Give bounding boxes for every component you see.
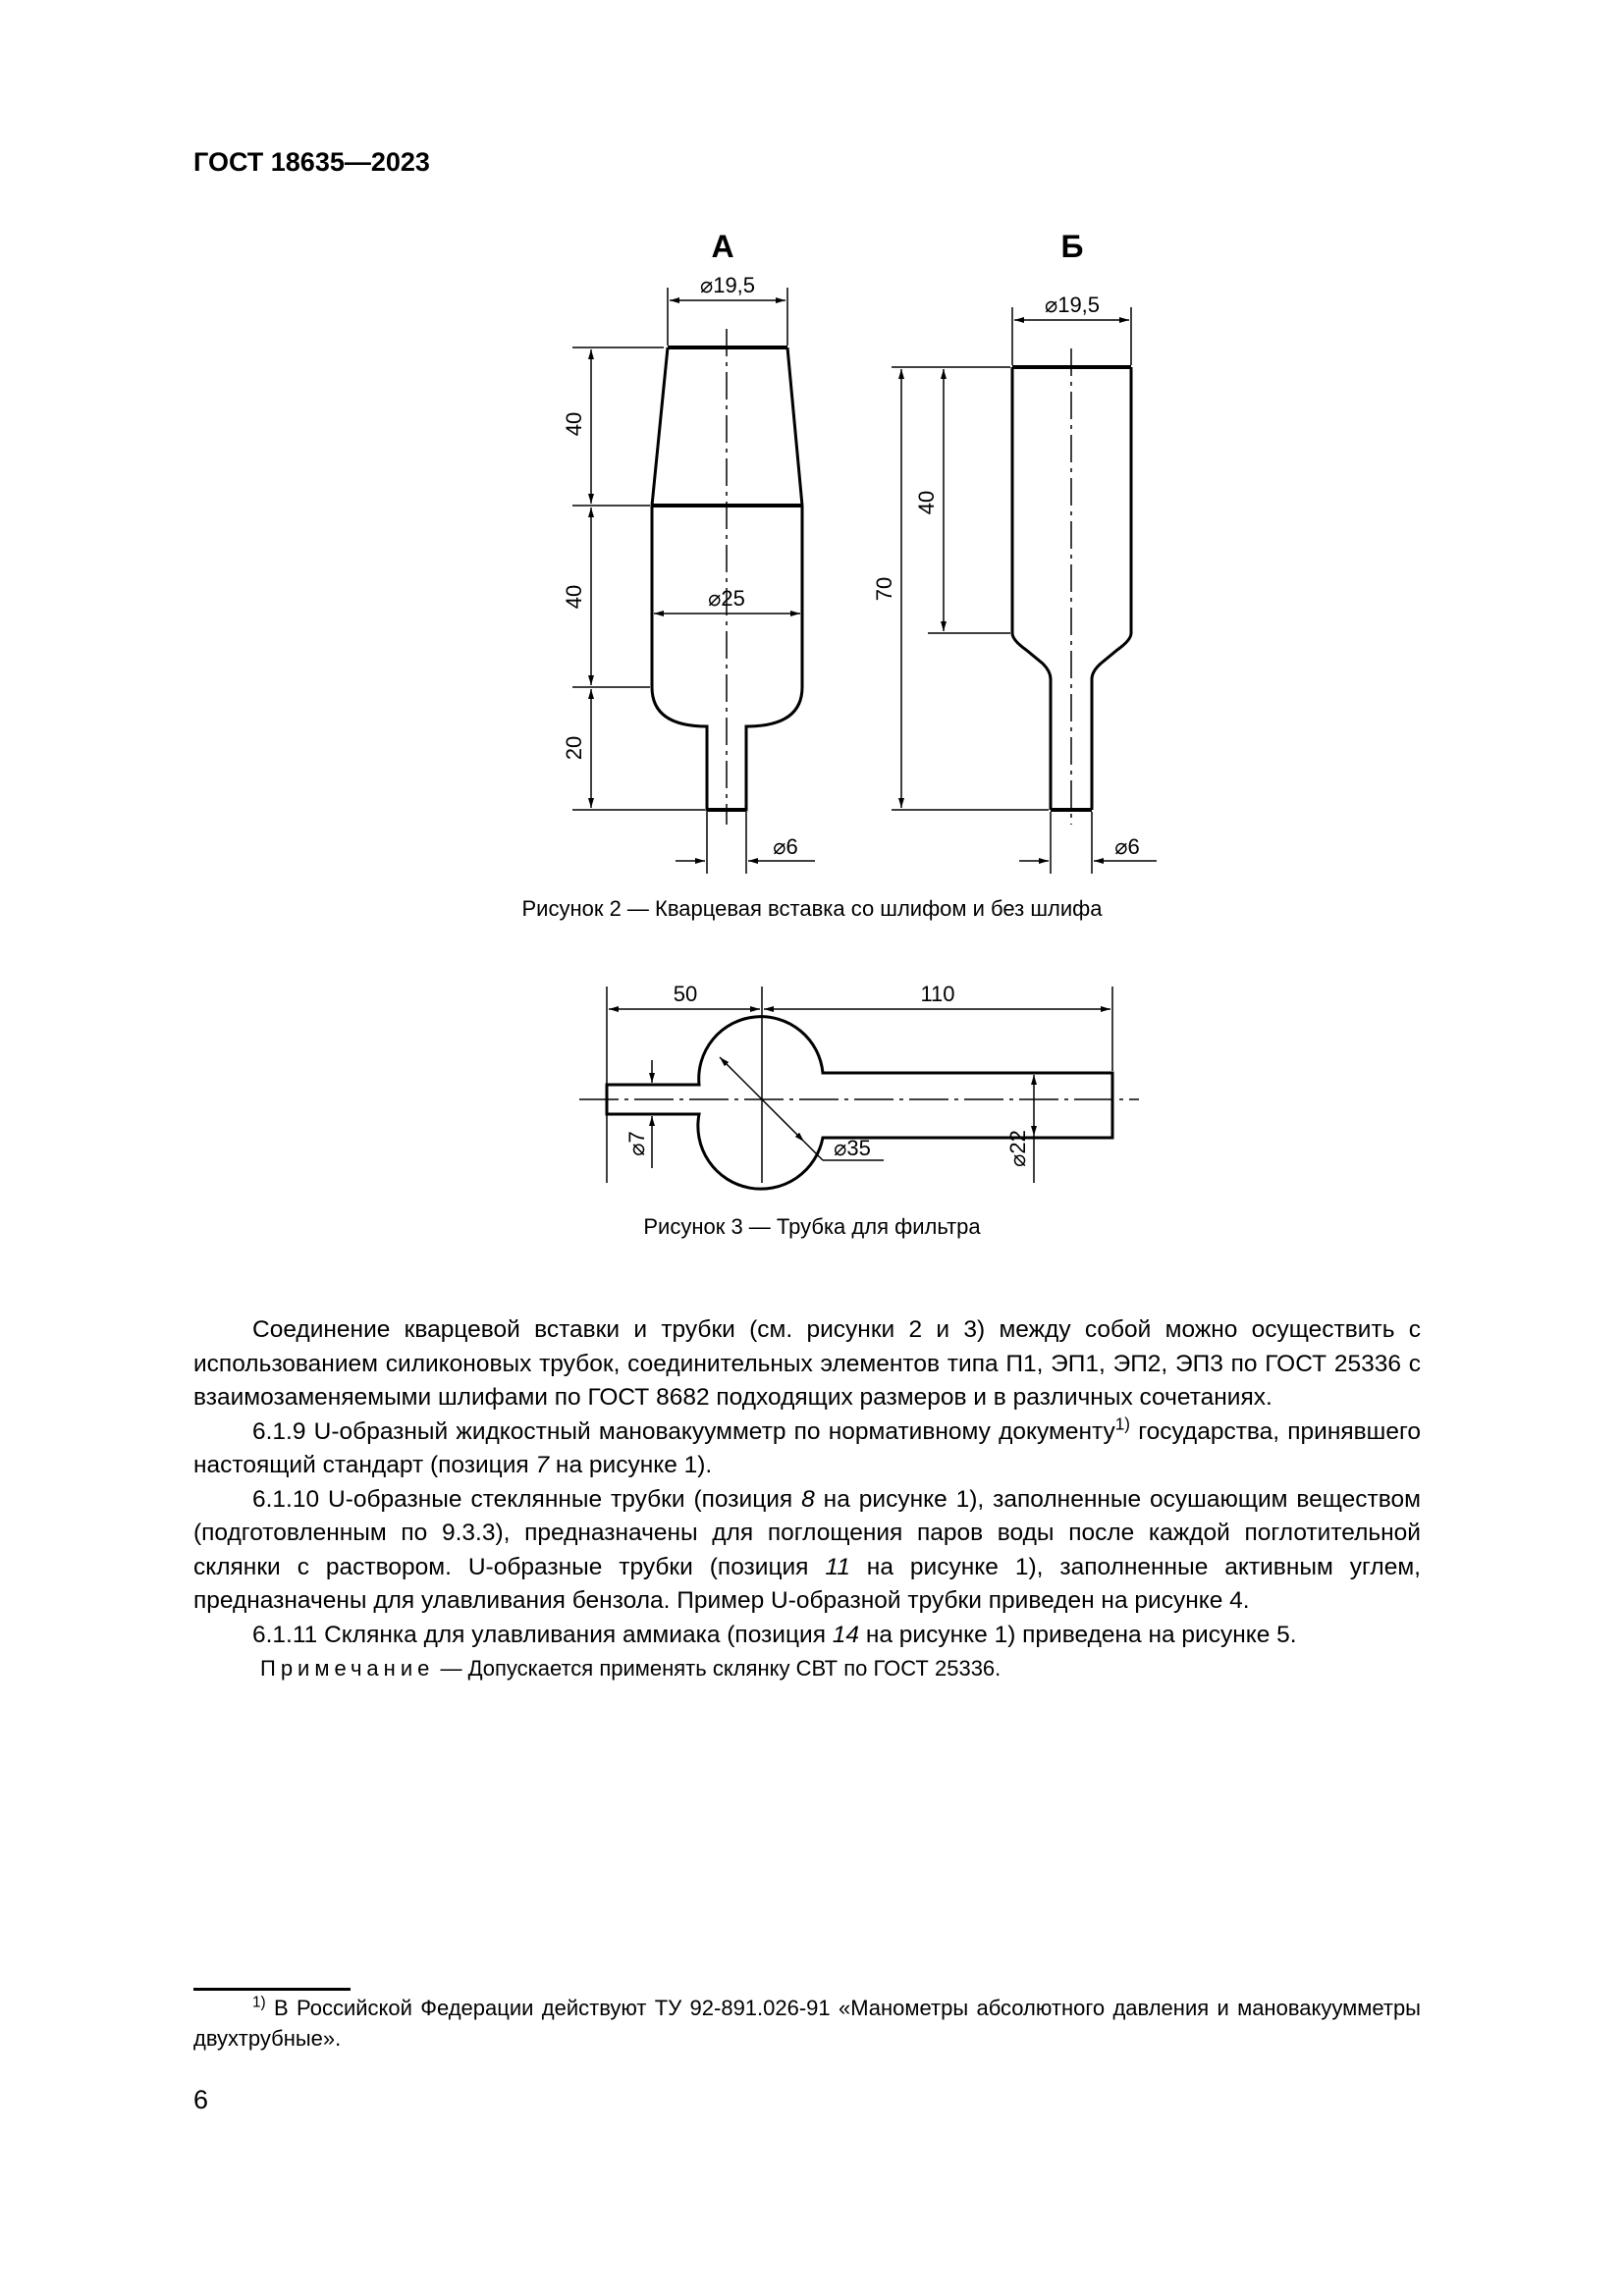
- footnote-mark: 1): [252, 1994, 266, 2011]
- figure-2-drawing: [0, 0, 1624, 883]
- part-a-dimensions: [572, 288, 815, 874]
- note-label: Примечание: [260, 1656, 435, 1681]
- paragraph-6-1-11: 6.1.11 Склянка для улавливания аммиака (позиция 14 на рисунке 1) приведена на рисунке 5.: [252, 1621, 1297, 1648]
- note-text: — Допускается применять склянку СВТ по ГОСТ 25336.: [434, 1656, 1001, 1681]
- b-dim-upper-label: 40: [914, 490, 939, 515]
- part-b-dimensions: [892, 307, 1157, 874]
- note: [260, 1656, 1001, 1682]
- footnote-text: В Российской Федерации действуют ТУ 92-891.026-91 «Манометры абсолютного давления и мановакуумметры двухтрубные».: [193, 1996, 1421, 2051]
- a-mid-diameter-label: ⌀25: [708, 586, 745, 611]
- page-number: 6: [193, 2085, 209, 2114]
- b-top-diameter-label: ⌀19,5: [1044, 293, 1101, 317]
- figure-3-drawing: [0, 962, 1624, 1207]
- dim-bulb-diameter-label: ⌀35: [834, 1136, 871, 1160]
- paragraph-6-1-10: 6.1.10 U-образные стеклянные трубки (позиция 8 на рисунке 1), заполненные осушающим веществом (подготовленным по 9.3.3), предназначены для поглощения паров воды после каждой поглотительной склянки с раствором. U-образные трубки (позиция 11 на рисунке 1), заполненные активным углем, предназначены для улавливания бензола. Пример U-образной трубки приведен на рисунке 4.: [193, 1485, 1421, 1614]
- dim-small-diameter-label: ⌀7: [624, 1131, 649, 1156]
- dim-tube-diameter-label: ⌀22: [1005, 1130, 1030, 1167]
- a-top-diameter-label: ⌀19,5: [699, 273, 756, 297]
- figure-2-caption: Рисунок 2 — Кварцевая вставка со шлифом и без шлифа: [521, 896, 1103, 921]
- b-bottom-diameter-label: ⌀6: [1114, 834, 1140, 859]
- a-bottom-diameter-label: ⌀6: [773, 834, 798, 859]
- dim-right-label: 110: [920, 982, 955, 1006]
- footnote-divider: [193, 1988, 351, 1991]
- a-dim-mid-label: 40: [562, 584, 586, 610]
- document-header: ГОСТ 18635—2023: [193, 147, 430, 177]
- a-dim-bottom-label: 20: [562, 735, 586, 761]
- figure-b-label: Б: [1060, 229, 1084, 264]
- dim-left-label: 50: [673, 982, 698, 1006]
- b-dim-total-label: 70: [872, 576, 896, 602]
- body-text: [193, 1313, 1421, 1652]
- footnote: [193, 1993, 1421, 2054]
- paragraph-6-1-9: 6.1.9 U-образный жидкостный мановакуумметр по нормативному документу$^{1)}$ государства, принявшего настоящий стандарт (позиция 7 на рисунке 1).: [193, 1414, 1421, 1478]
- filter-tube-outline: [607, 1017, 1112, 1189]
- paragraph-connection: Соединение кварцевой вставки и трубки (см. рисунки 2 и 3) между собой можно осуществить с использованием силиконовых трубок, соединительных элементов типа П1, ЭП1, ЭП2, ЭП3 по ГОСТ 25336 с взаимозаменяемыми шлифами по ГОСТ 8682 подходящих размеров и в различных сочетаниях.: [193, 1316, 1421, 1411]
- a-dim-top-label: 40: [562, 411, 586, 437]
- figure-a-label: А: [711, 229, 734, 264]
- part-b-outline: [1012, 348, 1131, 825]
- part-a-outline: [652, 329, 802, 825]
- figure-3-caption: Рисунок 3 — Трубка для фильтра: [643, 1214, 981, 1239]
